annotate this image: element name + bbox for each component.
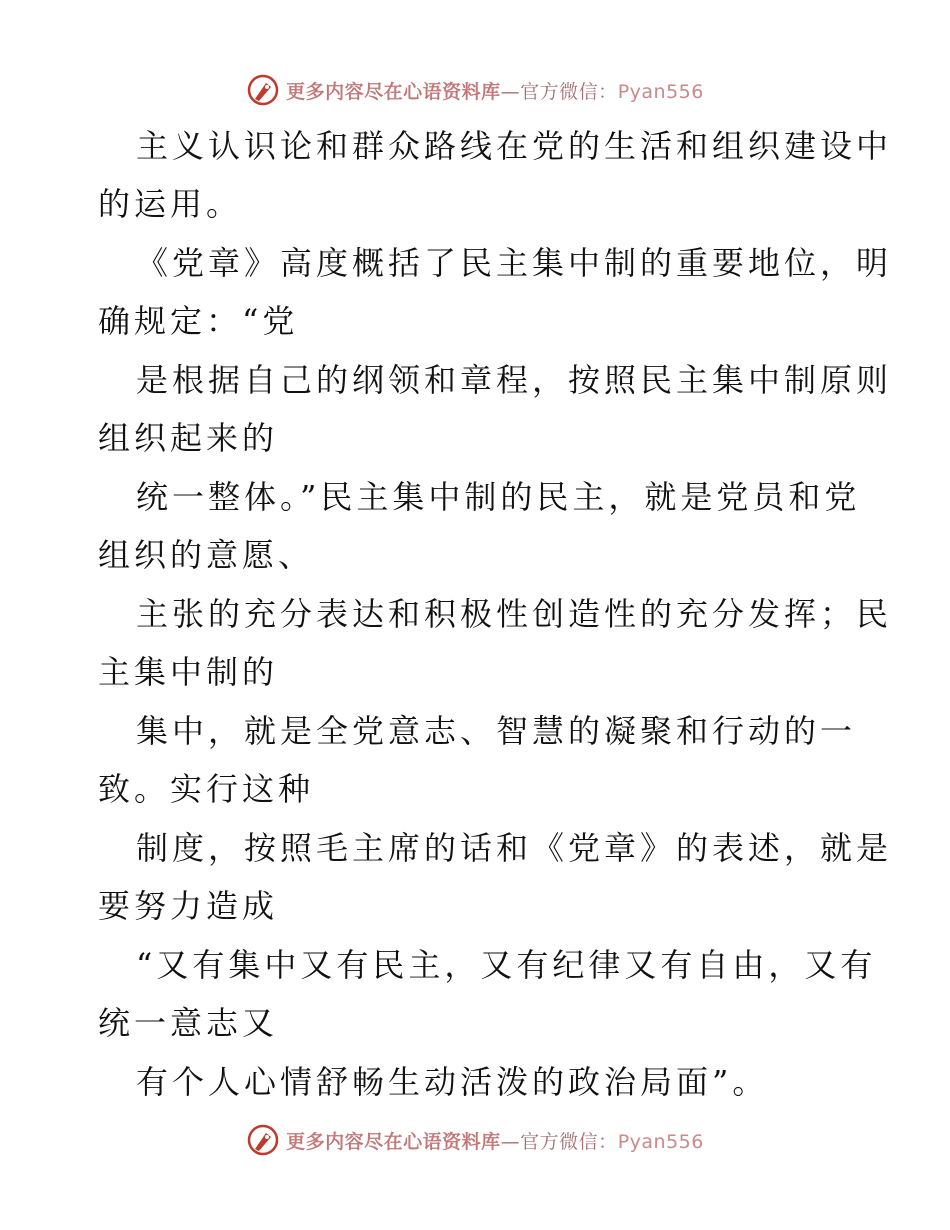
body-line: 《党章》高度概括了民主集中制的重要地位，明 [136,244,893,282]
banner-brand-text: 更多内容尽在心语资料库 [286,1130,501,1153]
body-line: 要努力造成 [98,887,279,925]
body-line: “又有集中又有民主，又有纪律又有自由，又有 [136,946,877,984]
body-line: 统一整体。”民主集中制的民主，就是党员和党 [136,478,861,516]
body-line: 组织的意愿、 [98,536,315,574]
body-line: 致。实行这种 [98,770,315,808]
body-line: 组织起来的 [98,419,279,457]
header-watermark [0,70,950,110]
body-line: 主集中制的 [98,653,279,691]
banner-label-text: —官方微信： [500,1130,618,1153]
body-line: 是根据自己的纲领和章程，按照民主集中制原则 [136,361,893,399]
body-line: 制度，按照毛主席的话和《党章》的表述，就是 [136,829,893,867]
banner-wechat-id: Pyan556 [617,80,704,103]
body-line: 统一意志又 [98,1004,279,1042]
body-line: 集中，就是全党意志、智慧的凝聚和行动的一 [136,712,857,750]
pen-nib-logo-icon [246,73,280,107]
body-line: 主张的充分表达和积极性创造性的充分发挥；民 [136,595,893,633]
banner-brand-text: 更多内容尽在心语资料库 [286,80,501,103]
body-line: 主义认识论和群众路线在党的生活和组织建设中 [136,127,893,165]
banner-wechat-id: Pyan556 [617,1130,704,1153]
body-line: 确规定：“党 [98,302,299,340]
body-line: 有个人心情舒畅生动活泼的政治局面”。 [136,1063,769,1101]
body-line: 的运用。 [98,185,243,223]
footer-watermark [0,1120,950,1160]
pen-nib-logo-icon [246,1123,280,1157]
banner-label-text: —官方微信： [500,80,618,103]
